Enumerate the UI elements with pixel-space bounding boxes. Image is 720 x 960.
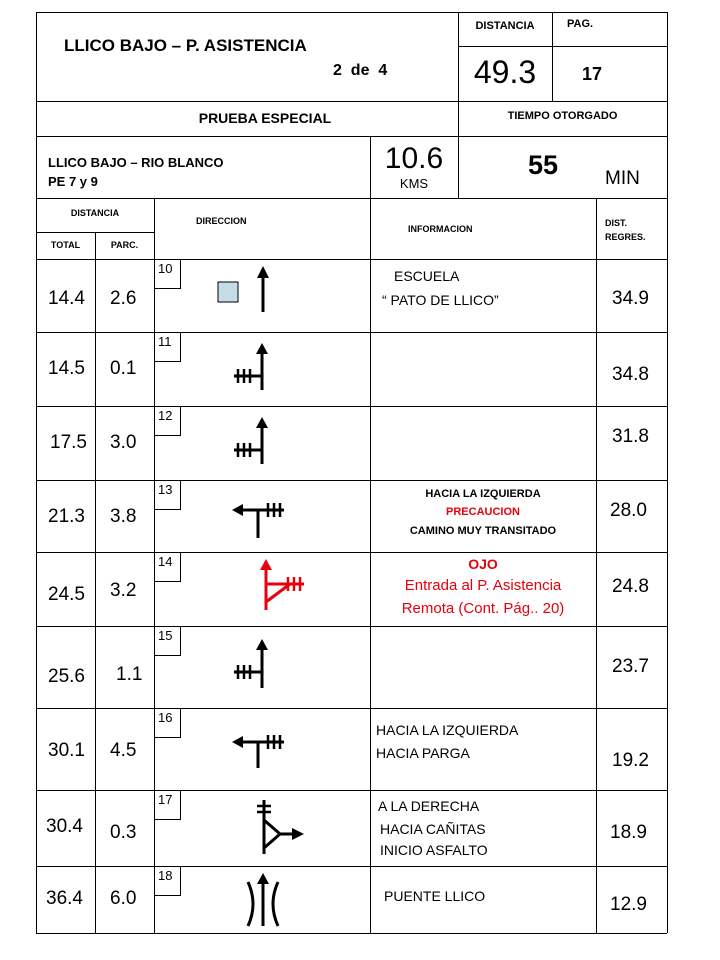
row-number: 14 <box>154 552 181 582</box>
info-line-2: PRECAUCION <box>446 506 520 518</box>
regress-distance: 31.8 <box>612 426 649 447</box>
row-number: 13 <box>154 480 181 510</box>
regress-distance: 18.9 <box>610 822 647 843</box>
info-line-3: CAMINO MUY TRANSITADO <box>409 525 557 537</box>
col-total: TOTAL <box>50 240 81 250</box>
bridge-icon <box>238 870 288 930</box>
distance-label: DISTANCIA <box>475 20 535 32</box>
partial-distance: 3.0 <box>110 432 137 453</box>
info-line-3: Remota (Cont. Pág.. 20) <box>401 600 565 617</box>
straight-left-track-icon <box>228 414 278 474</box>
partial-distance: 3.8 <box>110 506 137 527</box>
total-distance: 17.5 <box>50 432 87 453</box>
col-partial: PARC. <box>110 240 139 250</box>
time-label: TIEMPO OTORGADO <box>507 110 618 122</box>
total-distance: 24.5 <box>48 584 85 605</box>
time-unit: MIN <box>605 168 640 189</box>
col-direction: DIRECCION <box>196 216 247 226</box>
col-info: INFORMACION <box>408 224 473 234</box>
regress-distance: 12.9 <box>610 894 647 915</box>
info-line-2: HACIA PARGA <box>376 745 470 761</box>
col-dist-regress-1: DIST. <box>605 218 628 228</box>
distance-value: 49.3 <box>473 54 537 90</box>
total-distance: 14.5 <box>48 358 85 379</box>
time-value: 55 <box>528 150 559 180</box>
partial-distance: 1.1 <box>116 664 143 685</box>
turn-left-track-icon <box>228 490 288 545</box>
info-line-1: ESCUELA <box>394 268 460 284</box>
turn-left-track-icon <box>228 720 288 775</box>
info-line-1: HACIA LA IZQUIERDA <box>425 488 541 500</box>
total-distance: 21.3 <box>48 506 85 527</box>
total-distance: 14.4 <box>48 288 85 309</box>
fork-right-icon <box>244 796 314 858</box>
stage-code: PE 7 y 9 <box>48 174 98 189</box>
total-distance: 25.6 <box>48 666 85 687</box>
info-warning: OJO <box>468 556 498 572</box>
partial-distance: 0.3 <box>110 822 137 843</box>
straight-left-track-icon <box>228 340 278 400</box>
row-number: 11 <box>154 332 181 362</box>
total-distance: 30.4 <box>46 816 83 837</box>
info-line-3: INICIO ASFALTO <box>380 842 488 858</box>
regress-distance: 34.8 <box>612 364 649 385</box>
partial-distance: 6.0 <box>110 888 137 909</box>
row-number: 18 <box>154 866 181 896</box>
rally-title: LLICO BAJO – P. ASISTENCIA <box>64 36 307 55</box>
info-line-2: “ PATO DE LLICO” <box>382 292 499 308</box>
page-label: PAG. <box>567 18 594 30</box>
info-line-1: HACIA LA IZQUIERDA <box>376 722 519 738</box>
stage-distance: 10.6 <box>384 142 444 175</box>
red-fork-icon <box>240 556 310 616</box>
info-line-1: A LA DERECHA <box>378 798 480 814</box>
row-number: 10 <box>154 259 181 289</box>
info-line-2: Entrada al P. Asistencia <box>404 577 562 594</box>
section-label: PRUEBA ESPECIAL <box>198 110 332 126</box>
row-number: 15 <box>154 626 181 656</box>
page-of-total: 2 de 4 <box>333 62 388 79</box>
col-distance: DISTANCIA <box>70 208 120 218</box>
regress-distance: 28.0 <box>610 500 647 521</box>
row-number: 17 <box>154 790 181 820</box>
row-number: 16 <box>154 708 181 738</box>
row-number: 12 <box>154 406 181 436</box>
stage-distance-unit: KMS <box>399 176 429 191</box>
partial-distance: 3.2 <box>110 580 137 601</box>
regress-distance: 24.8 <box>612 576 649 597</box>
stage-name: LLICO BAJO – RIO BLANCO <box>48 155 224 170</box>
col-dist-regress-2: REGRES. <box>605 232 646 242</box>
regress-distance: 23.7 <box>612 656 649 677</box>
total-distance: 30.1 <box>48 740 85 761</box>
info-line-1: PUENTE LLICO <box>384 888 486 904</box>
info-line-2: HACIA CAÑITAS <box>380 821 486 837</box>
partial-distance: 2.6 <box>110 288 137 309</box>
partial-distance: 4.5 <box>110 740 137 761</box>
partial-distance: 0.1 <box>110 358 137 379</box>
page-number: 17 <box>582 64 603 84</box>
straight-left-track-icon <box>228 636 278 696</box>
regress-distance: 19.2 <box>612 750 649 771</box>
regress-distance: 34.9 <box>612 288 649 309</box>
straight-with-square-icon <box>200 262 290 332</box>
total-distance: 36.4 <box>46 888 83 909</box>
